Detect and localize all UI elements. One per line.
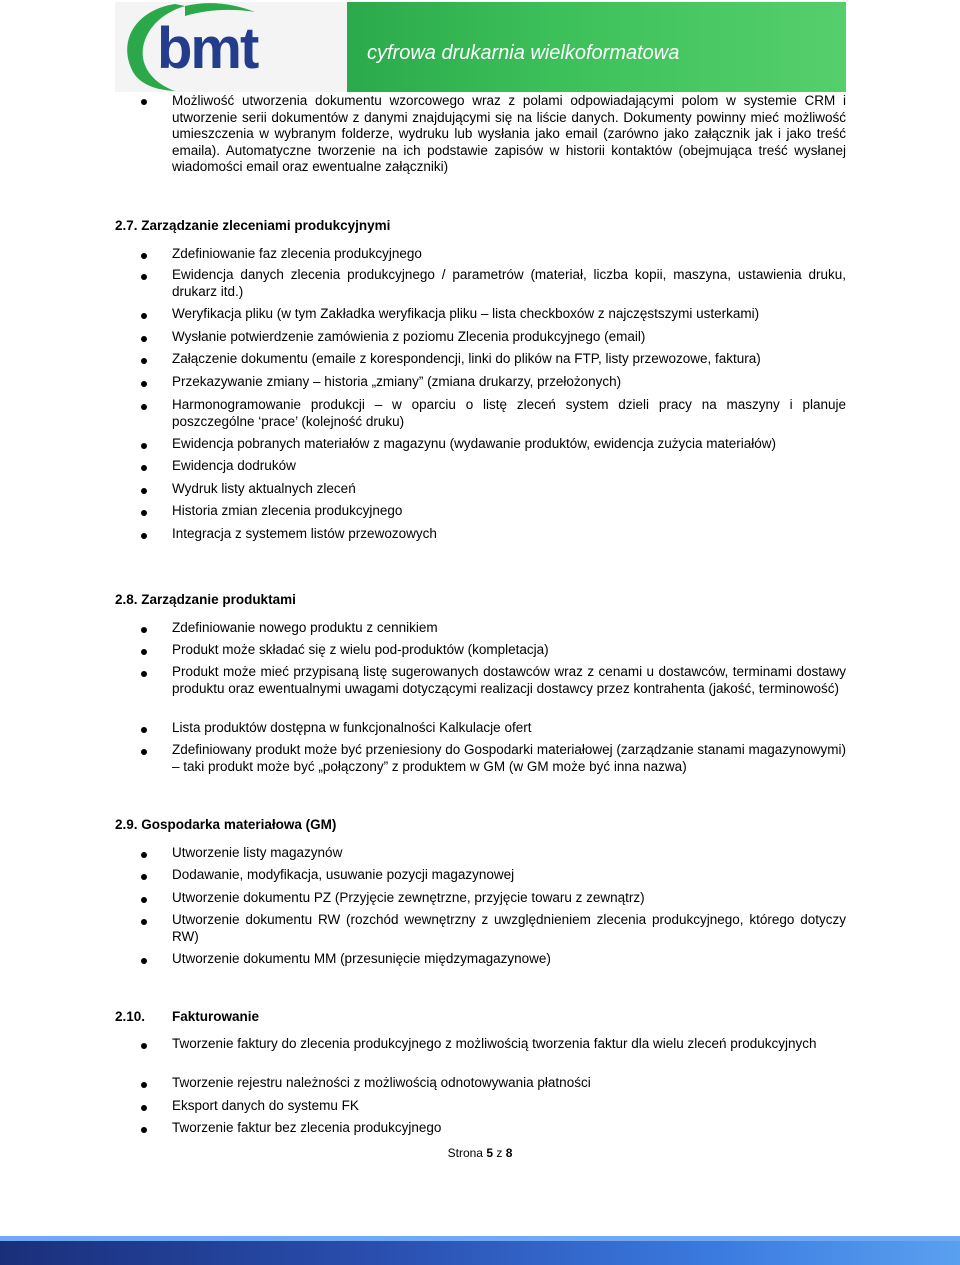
list-item: Utworzenie dokumentu MM (przesunięcie międzymagazynowe) <box>172 951 551 966</box>
bullet-icon <box>141 627 147 633</box>
bullet-icon <box>141 1127 147 1133</box>
list-item: Wydruk listy aktualnych zleceń <box>172 481 356 496</box>
section-number: 2.10. <box>115 1009 146 1024</box>
bullet-icon <box>141 253 147 259</box>
list-item: Ewidencja dodruków <box>172 458 296 473</box>
list-item: Tworzenie faktur bez zlecenia produkcyjnego <box>172 1120 442 1135</box>
bullet-icon <box>141 404 147 410</box>
list-item: Załączenie dokumentu (emaile z korespondencji, linki do plików na FTP, listy przewozowe, faktura) <box>172 351 761 366</box>
bullet-icon <box>141 313 147 319</box>
list-item: Integracja z systemem listów przewozowych <box>172 526 437 541</box>
list-item: Eksport danych do systemu FK <box>172 1098 359 1113</box>
total-pages: 8 <box>505 1146 513 1160</box>
page-prefix: Strona <box>447 1146 483 1160</box>
list-item: Tworzenie rejestru należności z możliwością odnotowywania płatności <box>172 1075 591 1090</box>
header-banner <box>115 2 846 92</box>
list-item: Wysłanie potwierdzenie zamówienia z poziomu Zlecenia produkcyjnego (email) <box>172 329 646 344</box>
list-item: Harmonogramowanie produkcji – w oparciu o listę zleceń system dzieli pracy na maszyny i planuje poszczególne ‘prace’ (kolejność druku) <box>172 397 846 429</box>
bullet-icon <box>141 874 147 880</box>
list-item: Produkt może mieć przypisaną listę sugerowanych dostawców wraz z cenami u dostawców, terminami dostawy produktu oraz ewentualnymi uwagami dotyczącymi realizacji dostawcy przez kontrahenta (jakość, terminowość) <box>172 664 846 696</box>
section-heading-2-9 <box>115 817 336 833</box>
logo <box>115 2 347 92</box>
list-item: Możliwość utworzenia dokumentu wzorcowego wraz z polami odpowiadającymi polom w systemie CRM i utworzenie serii dokumentów z danymi znajdującymi się na liście danych. Dokumenty powinny mieć możliwość umieszczenia w wybranym folderze, wydruku lub wysłania jako email (zarówno jako załącznik jak i jako treść emaila). Automatyczne tworzenie na ich podstawie zapisów w historii kontaktów (obejmująca treść wysłanej wiadomości email oraz ewentualne załączniki) <box>172 93 846 174</box>
bullet-icon <box>141 510 147 516</box>
section-title: Zarządzanie produktami <box>141 592 296 607</box>
logo-text: bmt <box>157 16 258 81</box>
list-item: Dodawanie, modyfikacja, usuwanie pozycji magazynowej <box>172 867 515 882</box>
list-item: Ewidencja pobranych materiałów z magazynu (wydawanie produktów, ewidencja zużycia materiałów) <box>172 436 777 451</box>
list-item: Historia zmian zlecenia produkcyjnego <box>172 503 403 518</box>
bullet-icon <box>141 649 147 655</box>
bullet-icon <box>141 381 147 387</box>
section-title: Gospodarka materiałowa (GM) <box>141 817 337 832</box>
section-heading-2-10 <box>115 1009 259 1025</box>
bullet-icon <box>141 358 147 364</box>
bullet-icon <box>141 465 147 471</box>
section-title: Zarządzanie zleceniami produkcyjnymi <box>141 218 391 233</box>
page-number <box>0 1146 960 1160</box>
bullet-icon <box>141 533 147 539</box>
list-item: Weryfikacja pliku (w tym Zakładka weryfikacja pliku – lista checkboxów z najczęstszymi usterkami) <box>172 306 760 321</box>
tagline: cyfrowa drukarnia wielkoformatowa <box>367 42 680 64</box>
section-number: 2.7. <box>115 218 138 233</box>
list-item: Zdefiniowanie nowego produktu z cennikiem <box>172 620 438 635</box>
bullet-icon <box>141 852 147 858</box>
footer-bar <box>0 1236 960 1265</box>
bullet-icon <box>141 1105 147 1111</box>
bullet-icon <box>141 488 147 494</box>
bullet-icon <box>141 919 147 925</box>
list-item: Przekazywanie zmiany – historia „zmiany” (zmiana drukarzy, przełożonych) <box>172 374 622 389</box>
bullet-icon <box>141 1043 147 1049</box>
current-page: 5 <box>486 1146 493 1160</box>
section-heading-2-7 <box>115 218 390 234</box>
list-item: Zdefiniowanie faz zlecenia produkcyjnego <box>172 246 422 261</box>
list-item: Tworzenie faktury do zlecenia produkcyjnego z możliwością tworzenia faktur dla wielu zleceń produkcyjnych <box>172 1036 817 1051</box>
section-heading-2-8 <box>115 592 296 608</box>
section-number: 2.8. <box>115 592 138 607</box>
page-of: z <box>496 1146 503 1160</box>
bullet-icon <box>141 336 147 342</box>
list-item: Lista produktów dostępna w funkcjonalności Kalkulacje ofert <box>172 720 532 735</box>
bullet-icon <box>141 897 147 903</box>
bullet-icon <box>141 671 147 677</box>
list-item: Zdefiniowany produkt może być przeniesiony do Gospodarki materiałowej (zarządzanie stanami magazynowymi) – taki produkt może być „połączony” z produktem w GM (w GM może być inna nazwa) <box>172 742 846 774</box>
bullet-icon <box>141 99 147 105</box>
list-item: Utworzenie listy magazynów <box>172 845 343 860</box>
list-item: Ewidencja danych zlecenia produkcyjnego / parametrów (materiał, liczba kopii, maszyna, ustawienia druku, drukarz itd.) <box>172 267 846 299</box>
list-item: Utworzenie dokumentu RW (rozchód wewnętrzny z uwzględnieniem zlecenia produkcyjnego, którego dotyczy RW) <box>172 912 846 944</box>
bullet-icon <box>141 274 147 280</box>
list-item: Produkt może składać się z wielu pod-produktów (kompletacja) <box>172 642 549 657</box>
bullet-icon <box>141 749 147 755</box>
list-item: Utworzenie dokumentu PZ (Przyjęcie zewnętrzne, przyjęcie towaru z zewnątrz) <box>172 890 645 905</box>
bullet-icon <box>141 958 147 964</box>
section-title: Fakturowanie <box>172 1009 260 1024</box>
bullet-icon <box>141 1082 147 1088</box>
section-number: 2.9. <box>115 817 138 832</box>
footer-bar-stripe <box>0 1236 960 1241</box>
bullet-icon <box>141 443 147 449</box>
bullet-icon <box>141 727 147 733</box>
